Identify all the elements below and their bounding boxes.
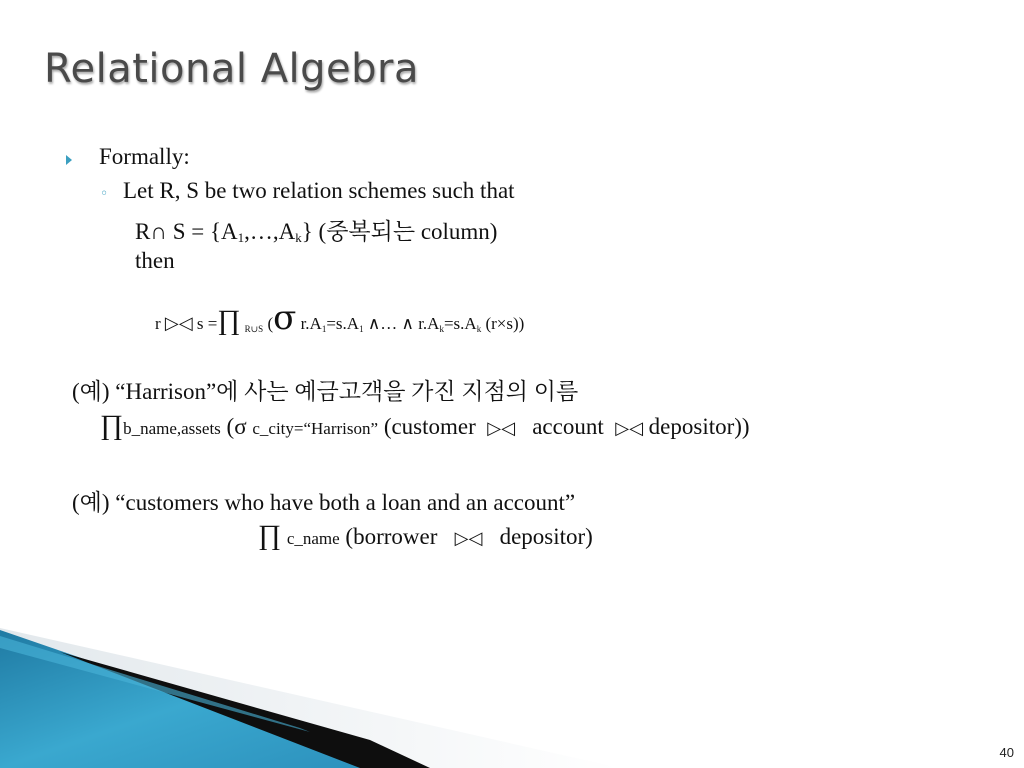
natural-join-symbol: ▷◁ [164,313,193,334]
projection-symbol: ∏ [217,305,241,336]
projection-symbol: ∏ [258,520,282,551]
circle-bullet-icon: ◦ [100,186,109,202]
intersection-line: R∩ $S = \{A_1,\dots,A_k\}$ (중복되는 column) [135,219,498,245]
then-text: then [135,248,175,273]
let-text: Let R, S be two relation schemes such that [123,178,515,203]
example1-label: (예) “Harrison”에 사는 예금고객을 가진 지점의 이름 [72,379,579,404]
corner-decoration [0,628,620,768]
natural-join-formula: r ▷◁ s =∏ R∪S (σ r.A1=s.A1 ∧… ∧ r.Ak=s.Ak (r×s)) [155,298,525,338]
arrow-bullet-icon [66,155,72,165]
projection-symbol: ∏ [100,410,124,441]
slide-title: Relational Algebra [44,46,420,92]
example1-query: ∏b_name,assets (σ c_city=“Harrison” (customer ▷◁ account ▷◁ depositor)) [100,410,750,441]
natural-join-symbol: ▷◁ [615,418,643,439]
example2-label: (예) “customers who have both a loan and an account” [72,490,576,515]
example2-query: ∏ c_name (borrower ▷◁ depositor) [258,520,593,551]
natural-join-symbol: ▷◁ [454,528,483,549]
selection-symbol: σ [273,298,297,338]
formally-text: Formally: [99,144,190,169]
natural-join-symbol: ▷◁ [487,418,515,439]
page-number: 40 [999,745,1014,760]
